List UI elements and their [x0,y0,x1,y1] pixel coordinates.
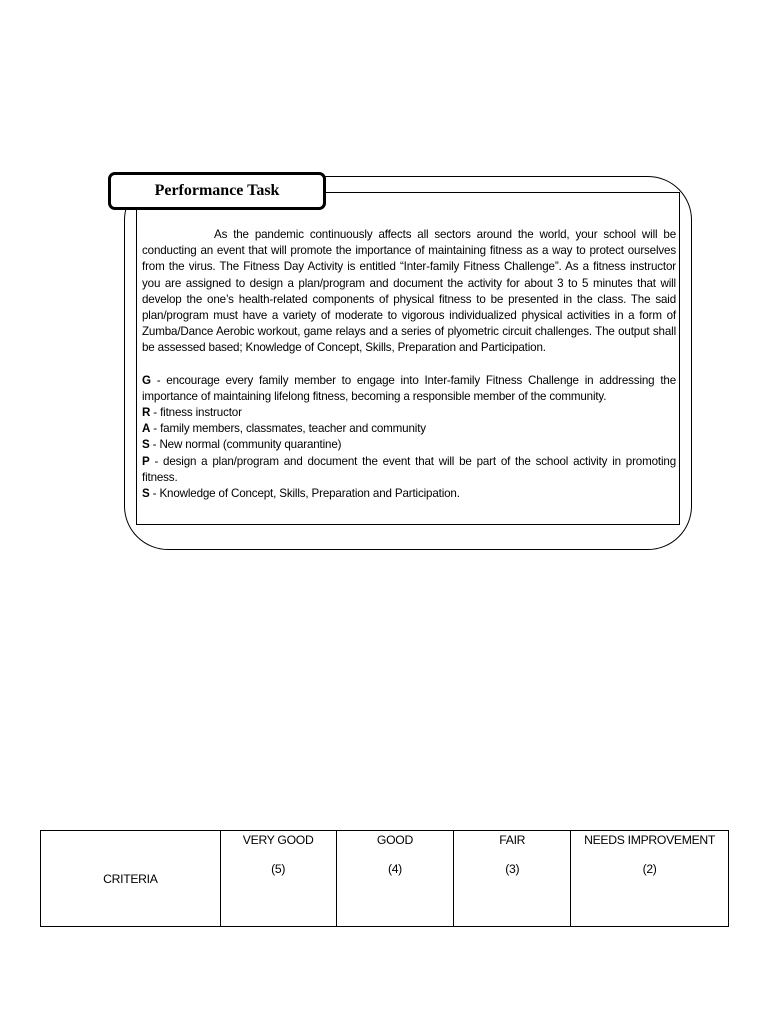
grasps-letter: S [142,487,150,501]
grasps-letter: R [142,406,151,420]
performance-task-content [136,192,680,525]
rubric-level-very-good [220,831,336,927]
rubric-level-good [336,831,454,927]
grasps-letter: P [142,454,150,468]
rubric-level-fair [454,831,571,927]
grasps-item-audience [142,421,676,437]
rubric-header-row [41,831,729,927]
grasps-item-goal [142,373,676,405]
grasps-item-product [142,454,676,486]
rubric-level-score: (5) [271,862,286,876]
grasps-text: - Knowledge of Concept, Skills, Preparation and Participation. [149,487,460,501]
grasps-text: - family members, classmates, teacher and community [150,422,426,436]
task-intro-paragraph: As the pandemic continuously affects all sectors around the world, your school will be conducting an event that will promote the importance of maintaining fitness as a way to protect ourselves from the virus. The Fitness Day Activity is entitled “Inter-family Fitness Challenge”. As a fitness instructor you are assigned to design a plan/program and document the activity for about 3 to 5 minutes that will develop the one’s health-related components of physical fitness to be presented in the class. The said plan/program must have a variety of moderate to vigorous individualized physical activities in a form of Zumba/Dance Aerobic workout, game relays and a series of plyometric circuit challenges. The output shall be assessed based; Knowledge of Concept, Skills, Preparation and Participation. [142,228,676,355]
rubric-level-label: FAIR [499,833,526,847]
grasps-item-situation [142,437,676,453]
rubric-level-label: GOOD [376,833,413,847]
rubric-level-score: (3) [505,862,520,876]
grasps-item-role [142,405,676,421]
rubric-table [40,830,729,927]
rubric-level-label: NEEDS IMPROVEMENT [584,833,716,847]
rubric-level-score: (4) [387,862,402,876]
grasps-item-standards [142,486,676,502]
grasps-text: - encourage every family member to engage into Inter-family Fitness Challenge in addressing the importance of maintaining lifelong fitness, becoming a responsible member of the community. [142,373,676,403]
grasps-text: - New normal (community quarantine) [149,438,342,452]
rubric-level-needs-improvement [571,831,729,927]
rubric-level-score: (2) [642,862,657,876]
grasps-letter: S [142,438,150,452]
performance-task-title: Performance Task [108,172,326,210]
grasps-text: - fitness instructor [150,406,242,420]
grasps-text: - design a plan/program and document the event that will be part of the school activity in promoting fitness. [142,454,676,484]
grasps-letter: A [142,422,151,436]
rubric-criteria-header: CRITERIA [41,831,221,927]
grasps-list [142,373,676,503]
grasps-letter: G [142,373,151,387]
rubric-level-label: VERY GOOD [242,833,314,847]
